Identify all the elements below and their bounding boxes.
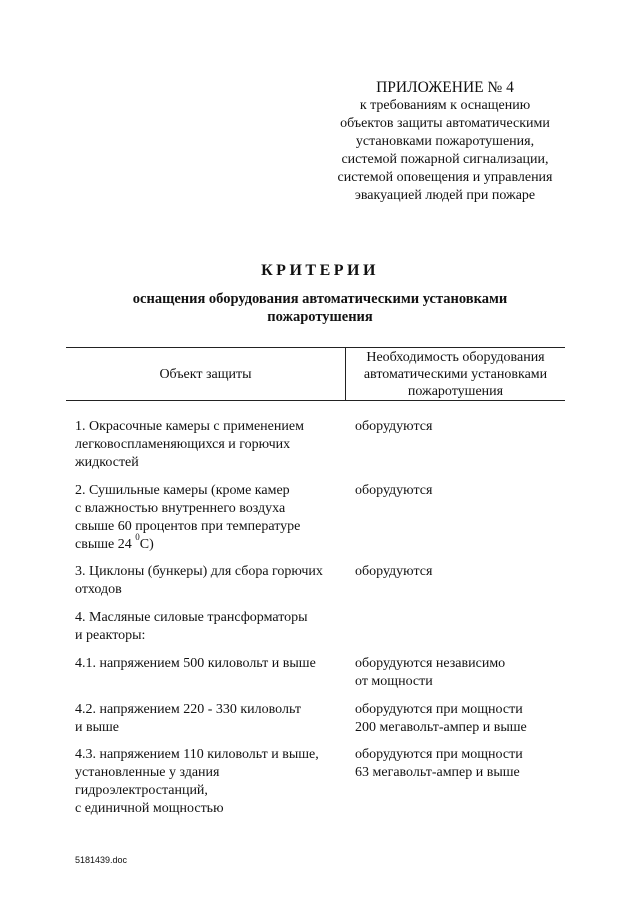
object-line: 2. Сушильные камеры (кроме камер <box>75 483 290 498</box>
need-line: 63 мегавольт-ампер и выше <box>355 765 520 780</box>
object-line: и выше <box>75 720 120 735</box>
need-cell <box>355 701 575 737</box>
need-line: оборудуются <box>355 419 433 434</box>
object-cell <box>75 609 345 645</box>
object-cell <box>75 563 345 599</box>
object-line: свыше 60 процентов при температуре <box>75 519 301 534</box>
need-cell <box>355 563 575 581</box>
need-cell <box>355 418 575 436</box>
object-line: отходов <box>75 582 122 597</box>
object-cell <box>75 482 345 554</box>
object-line: с влажностью внутреннего воздуха <box>75 501 286 516</box>
appendix-line: установками пожаротушения, <box>355 134 535 149</box>
degree-superscript: 0 <box>135 532 140 543</box>
document-title: КРИТЕРИИ <box>261 262 379 279</box>
appendix-line: к требованиям к оснащению <box>359 98 531 113</box>
object-line: 4.3. напряжением 110 киловольт и выше, <box>75 747 319 762</box>
appendix-heading: ПРИЛОЖЕНИЕ № 4 <box>376 79 514 96</box>
object-line: 1. Окрасочные камеры с применением <box>75 419 304 434</box>
need-line: оборудуются при мощности <box>355 747 523 762</box>
object-line: установленные у здания <box>75 765 220 780</box>
object-cell <box>75 746 345 818</box>
need-line: оборудуются <box>355 564 433 579</box>
column-header-object: Объект защиты <box>159 367 252 382</box>
column-header-need-line: Необходимость оборудования <box>366 350 545 365</box>
object-line-with-superscript <box>75 532 345 554</box>
appendix-line: объектов защиты автоматическими <box>340 116 550 131</box>
document-subtitle <box>90 290 550 326</box>
need-cell <box>355 655 575 691</box>
object-cell <box>75 701 345 737</box>
object-line: легковоспламеняющихся и горючих <box>75 437 291 452</box>
footer-filename: 5181439.doc <box>75 855 128 865</box>
object-line: с единичной мощностью <box>75 801 224 816</box>
appendix-block <box>300 78 590 205</box>
need-cell <box>355 746 575 782</box>
column-header-need-line: автоматическими установками <box>363 367 548 382</box>
subtitle-line: пожаротушения <box>267 309 373 325</box>
object-line: 3. Циклоны (бункеры) для сбора горючих <box>75 564 323 579</box>
table-top-rule <box>66 347 565 348</box>
column-header-need-line: пожаротушения <box>407 384 504 399</box>
object-text: свыше 24 <box>75 537 136 552</box>
appendix-line: системой пожарной сигнализации, <box>341 152 549 167</box>
need-cell <box>355 482 575 500</box>
need-line: от мощности <box>355 674 433 689</box>
appendix-line: системой оповещения и управления <box>337 170 553 185</box>
need-line: оборудуются при мощности <box>355 702 523 717</box>
object-line: гидроэлектростанций, <box>75 783 208 798</box>
object-text: С) <box>139 537 154 552</box>
need-line: оборудуются <box>355 483 433 498</box>
object-line: 4.2. напряжением 220 - 330 киловольт <box>75 702 301 717</box>
object-line: 4. Масляные силовые трансформаторы <box>75 610 308 625</box>
need-line: 200 мегавольт-ампер и выше <box>355 720 527 735</box>
object-cell <box>75 655 345 673</box>
object-cell <box>75 418 345 472</box>
need-line: оборудуются независимо <box>355 656 506 671</box>
subtitle-line: оснащения оборудования автоматическими установками <box>132 291 508 307</box>
appendix-line: эвакуацией людей при пожаре <box>354 188 536 203</box>
object-line: жидкостей <box>75 455 139 470</box>
object-line: и реакторы: <box>75 628 146 643</box>
object-line: 4.1. напряжением 500 киловольт и выше <box>75 656 316 671</box>
column-header-need <box>346 349 565 400</box>
table-header-rule <box>66 400 565 401</box>
